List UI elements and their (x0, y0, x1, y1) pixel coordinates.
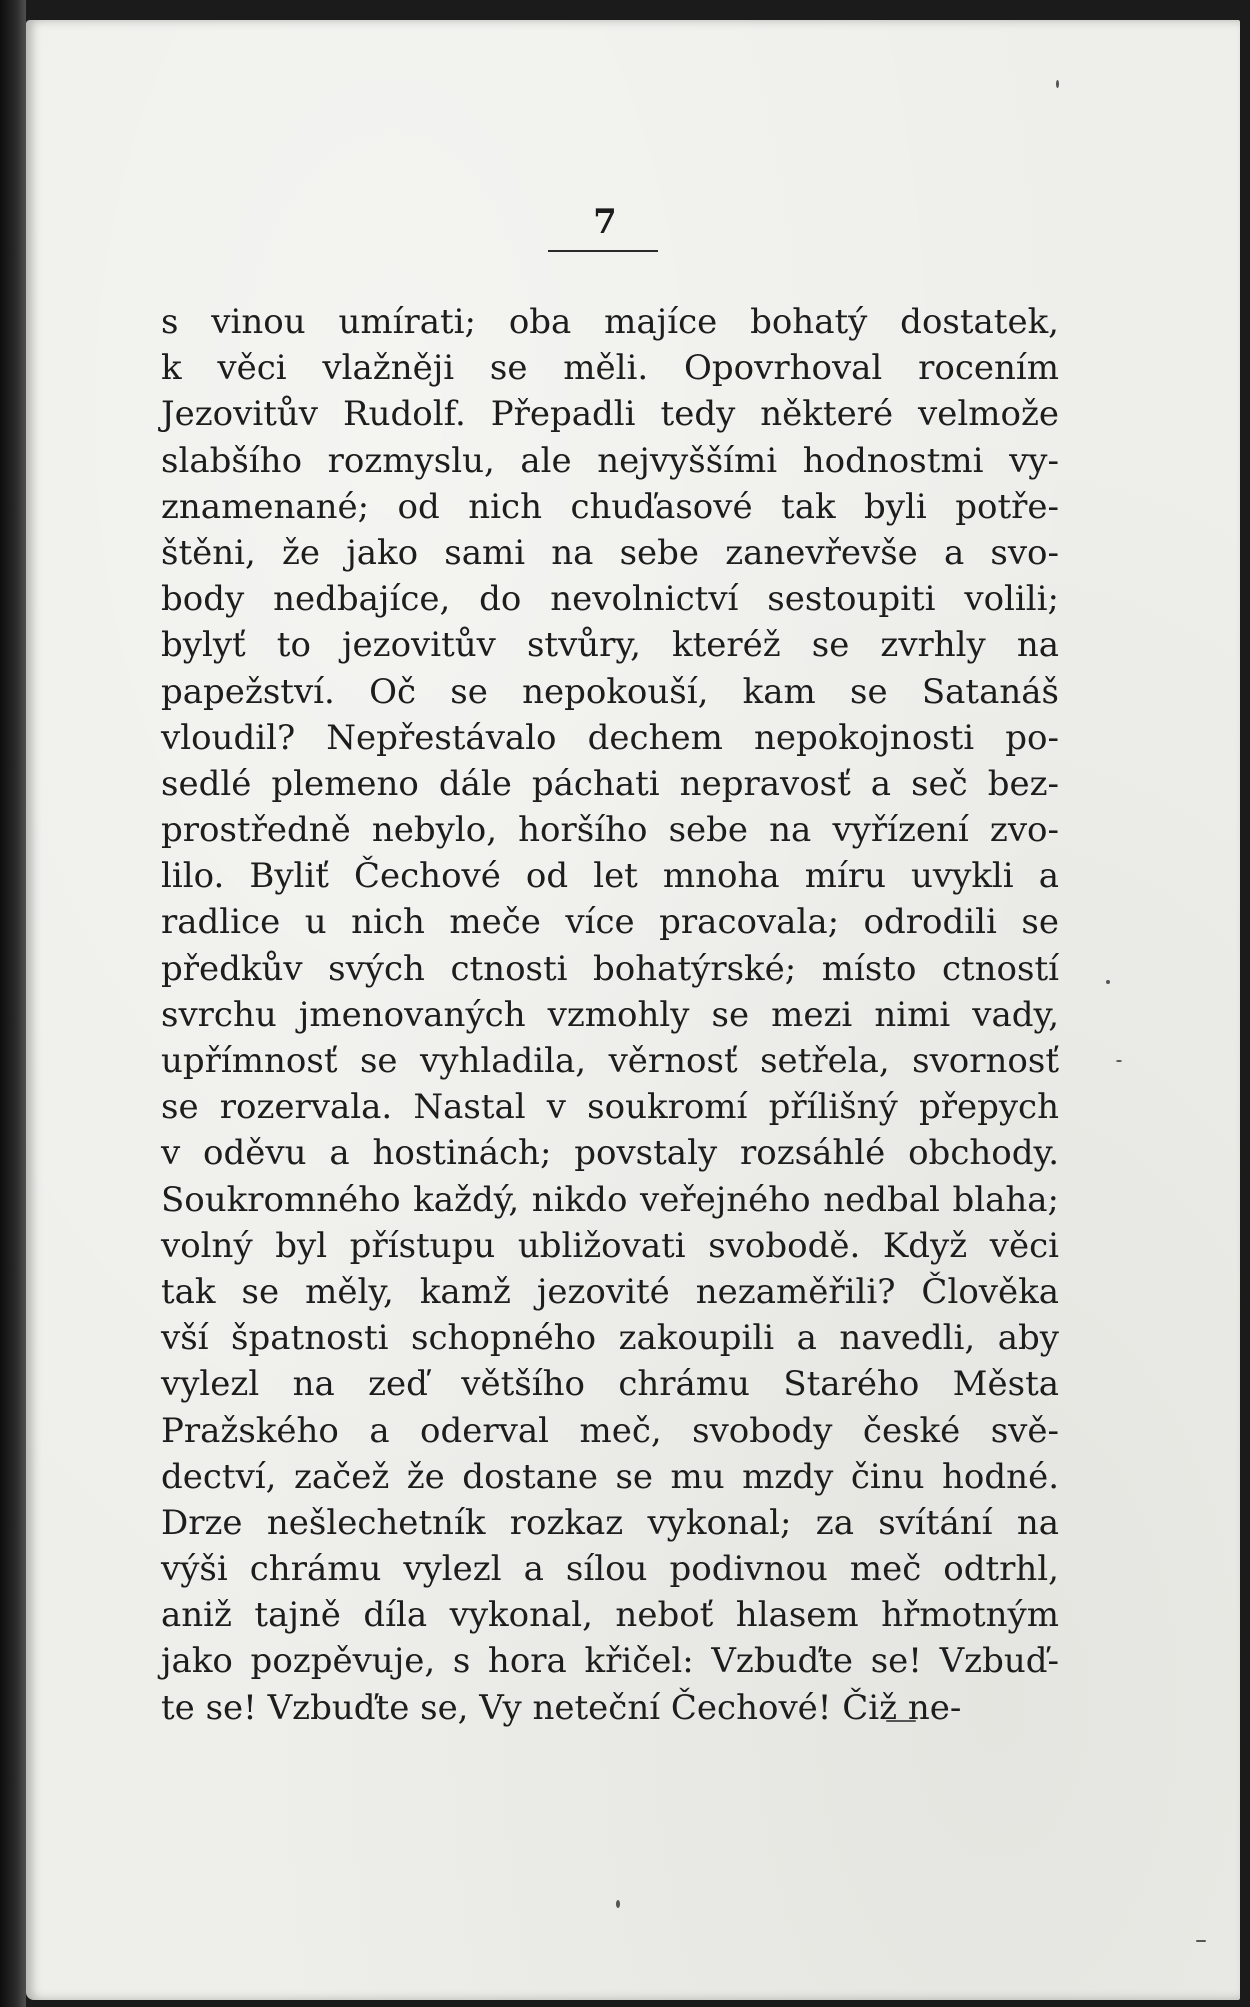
paper-speck (1106, 980, 1110, 984)
text-line: dectví, začež že dostane se mu mzdy činu hodné. (161, 1456, 1059, 1497)
text-line: Jezovitův Rudolf. Přepadli tedy některé velmože (161, 394, 1059, 435)
text-line: výši chrámu vylezl a sílou podivnou meč odtrhl, (161, 1549, 1059, 1590)
text-line: papežství. Oč se nepokouší, kam se Satanáš (161, 671, 1059, 712)
text-line: vloudil? Nepřestávalo dechem nepokojnosti po- (161, 717, 1059, 758)
text-line: vší špatnosti schopného zakoupili a navedli, aby (161, 1318, 1059, 1359)
body-text (161, 299, 1059, 1731)
text-line: slabšího rozmyslu, ale nejvyššími hodnostmi vy- (161, 440, 1059, 481)
text-line: jako pozpěvuje, s hora křičel: Vzbuďte se! Vzbuď- (161, 1641, 1059, 1682)
text-line: s vinou umírati; oba majíce bohatý dostatek, (161, 302, 1059, 342)
text-line: štěni, že jako sami na sebe zanevřevše a svo- (161, 532, 1059, 573)
text-line: radlice u nich meče více pracovala; odrodili se (161, 902, 1059, 943)
text-line: svrchu jmenovaných vzmohly se mezi nimi vady, (161, 994, 1059, 1035)
text-line: lilo. Byliť Čechové od let mnoha míru uvykli a (161, 856, 1059, 897)
paper-speck (1056, 80, 1059, 88)
text-line: sedlé plemeno dále páchati nepravosť a seč bez- (161, 763, 1059, 804)
text-line: prostředně nebylo, horšího sebe na vyřízení zvo- (161, 810, 1059, 851)
book-spine-shadow (0, 0, 26, 2007)
text-line: Pražského a oderval meč, svobody české svě- (161, 1410, 1059, 1451)
paper-speck (1116, 1060, 1122, 1062)
text-line: k věci vlažněji se měli. Opovrhoval rocením (161, 348, 1059, 389)
text-line: v oděvu a hostinách; povstaly rozsáhlé obchody. (161, 1133, 1059, 1174)
text-line: tak se měly, kamž jezovité nezaměřili? Člověka (161, 1271, 1059, 1312)
text-line: body nedbajíce, do nevolnictví sestoupiti volili; (161, 579, 1059, 620)
page-number: 7 (593, 202, 617, 242)
text-line: se rozervala. Nastal v soukromí přílišný přepych (161, 1087, 1059, 1128)
text-line: volný byl přístupu ubližovati svobodě. Když věci (161, 1225, 1059, 1266)
text-line: Drze nešlechetník rozkaz vykonal; za svítání na (161, 1502, 1059, 1543)
text-line: znamenané; od nich chuďasové tak byli potře- (161, 486, 1059, 527)
text-line: vylezl na zeď většího chrámu Starého Města (161, 1364, 1059, 1405)
text-line: Soukromného každý, nikdo veřejného nedbal blaha; (161, 1179, 1059, 1220)
text-line: upřímnosť se vyhladila, věrnosť setřela, svornosť (161, 1041, 1059, 1081)
paper-speck (1196, 1940, 1206, 1942)
page-number-underline (548, 250, 658, 252)
text-line: te se! Vzbuďte se, Vy neteční Čechové! Čiž ne- (161, 1687, 962, 1728)
text-line: bylyť to jezovitův stvůry, kteréž se zvrhly na (161, 625, 1059, 666)
text-line: předkův svých ctnosti bohatýrské; místo ctností (161, 948, 1059, 989)
text-line: aniž tajně díla vykonal, neboť hlasem hřmotným (161, 1595, 1059, 1636)
paper-speck (616, 1900, 620, 1908)
